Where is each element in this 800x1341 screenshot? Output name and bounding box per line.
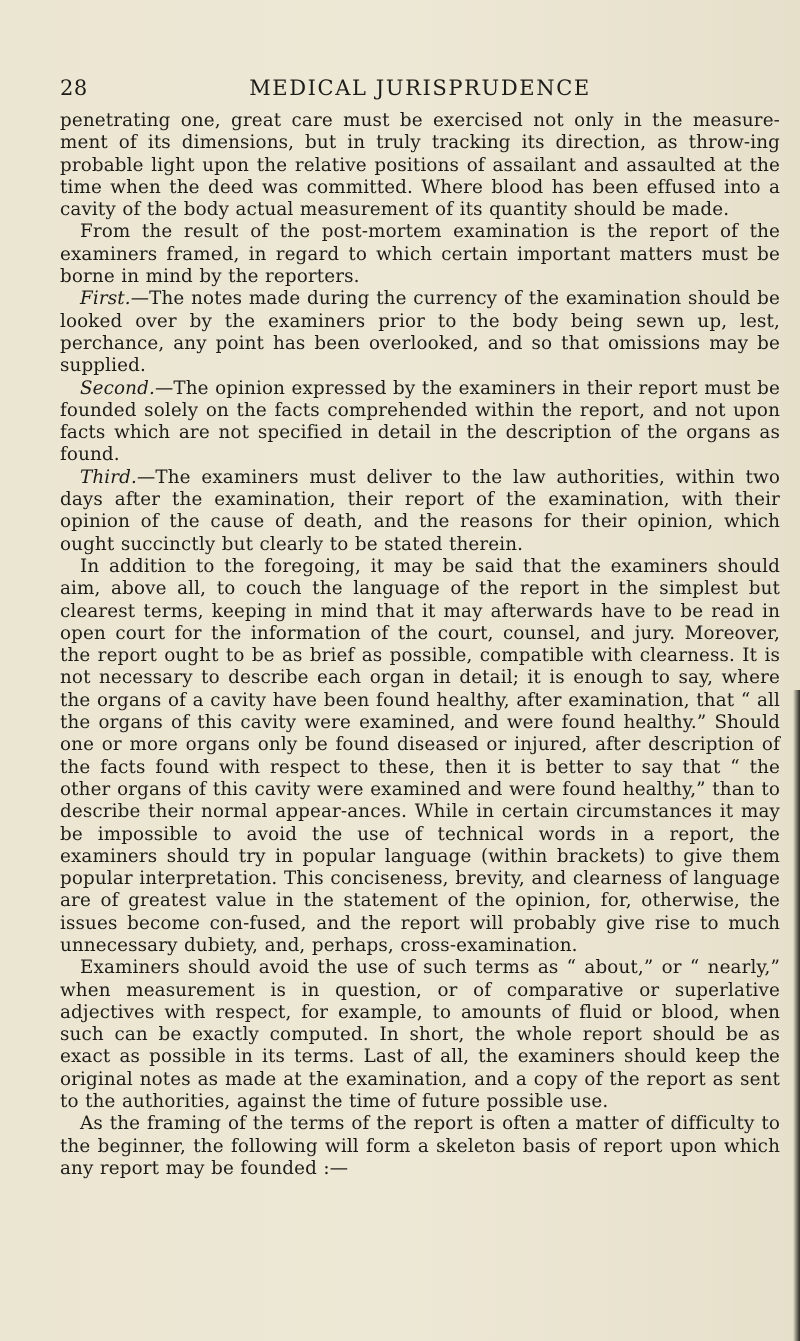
paragraph-text: As the framing of the terms of the report is often a matter of difficulty to the beginner, the following will form a skeleton basis of report upon which any report may be founded :— <box>60 1113 780 1179</box>
paragraph <box>60 556 780 957</box>
paragraph <box>60 957 780 1113</box>
page-edge-shadow <box>793 690 800 1341</box>
paragraph-text: —The notes made during the currency of the examination should be looked over by the examiners prior to the body being sewn up, lest, perchance, any point has been overlooked, and so that omissions may be supplied. <box>60 288 780 377</box>
paragraph-first <box>60 288 780 377</box>
page-number: 28 <box>60 76 88 100</box>
paragraph-second <box>60 378 780 467</box>
paragraph-text: penetrating one, great care must be exercised not only in the measure-ment of its dimensions, but in truly tracking its direction, as throw-ing probable light upon the relative positions of assailant and assaulted at the time when the deed was committed. Where blood has been effused into a cavity of the body actual measurement of its quantity should be made. <box>60 110 780 221</box>
paragraph-text: —The opinion expressed by the examiners in their report must be founded solely on the facts comprehended within the report, and not upon facts which are not specified in detail in the description of the organs as found. <box>60 377 780 466</box>
paragraph-text: From the result of the post-mortem examination is the report of the examiners framed, in regard to which certain important matters must be borne in mind by the reporters. <box>60 221 780 288</box>
paragraph-lead: First. <box>80 288 131 310</box>
paragraph-text: In addition to the foregoing, it may be said that the examiners should aim, above all, to couch the language of the report in the simplest but clearest terms, keeping in mind that it may afterwards have to be read in open court for the information of the court, counsel, and jury. Moreover, the report ought to be as brief as possible, compatible with clearness. It is not necessary to describe each organ in detail; it is enough to say, where the organs of a cavity have been found healthy, after examination, that “ all the organs of this cavity were examined, and were found healthy.” Should one or more organs only be found diseased or injured, after description of the facts found with respect to these, then it is better to say that “ the other organs of this cavity were examined and were found healthy,” than to describe their normal appear-ances. While in certain circumstances it may be impossible to avoid the use of technical words in a report, the examiners should try in popular language (within brackets) to give them popular interpretation. This conciseness, brevity, and clearness of language are of greatest value in the statement of the opinion, for, otherwise, the issues become con-fused, and the report will probably give rise to much unnecessary dubiety, and, perhaps, cross-examination. <box>60 555 780 956</box>
page-header <box>0 76 800 106</box>
paragraph-third <box>60 467 780 556</box>
paragraph-lead: Third. <box>80 466 137 488</box>
paragraph-lead: Second. <box>80 377 155 399</box>
paragraph <box>60 221 780 288</box>
paragraph-text: Examiners should avoid the use of such terms as “ about,” or “ nearly,” when measurement is in question, or of comparative or superlative adjectives with respect, for example, to amounts of fluid or blood, when such can be exactly computed. In short, the whole report should be as exact as possible in its terms. Last of all, the examiners should keep the original notes as made at the examination, and a copy of the report as sent to the authorities, against the time of future possible use. <box>60 957 780 1113</box>
paragraph <box>60 110 780 221</box>
paragraph <box>60 1113 780 1180</box>
body-text <box>60 110 780 1180</box>
paragraph-text: —The examiners must deliver to the law authorities, within two days after the examination, their report of the examination, with their opinion of the cause of death, and the reasons for their opinion, which ought succinctly but clearly to be stated therein. <box>60 466 780 555</box>
running-head: MEDICAL JURISPRUDENCE <box>249 76 591 100</box>
